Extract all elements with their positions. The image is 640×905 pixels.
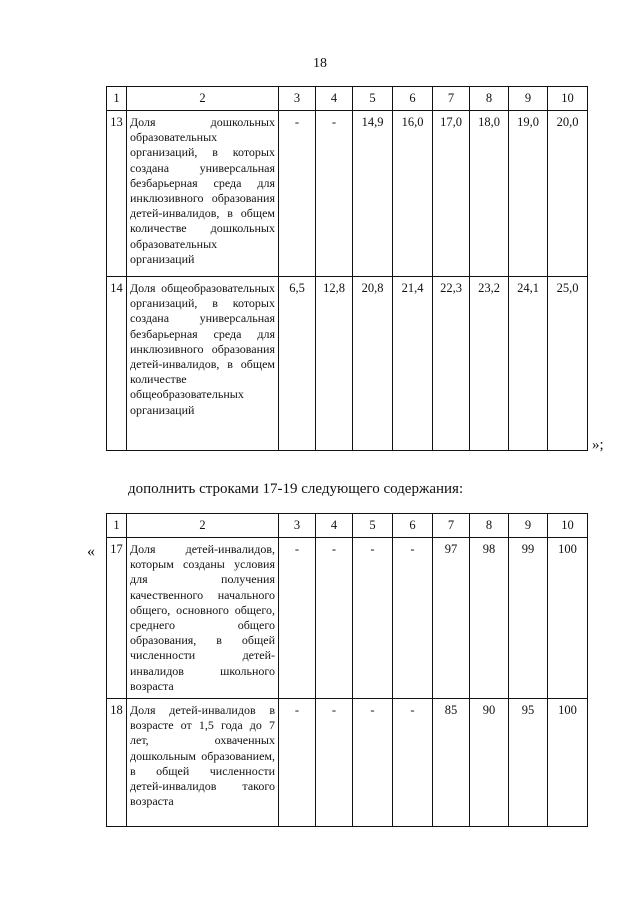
row-value: 100 bbox=[548, 538, 588, 699]
row-value: 98 bbox=[470, 538, 509, 699]
table-row bbox=[107, 277, 588, 451]
column-header: 9 bbox=[509, 87, 548, 111]
table-row bbox=[107, 699, 588, 827]
row-value: - bbox=[353, 699, 393, 827]
opening-quote: « bbox=[87, 543, 95, 560]
row-description: Доля детей-инвалидов в возрасте от 1,5 года до 7 лет, охваченных дошкольным образованием, в общей численности детей-инвалидов такого возраста bbox=[127, 699, 279, 827]
row-value: 22,3 bbox=[433, 277, 470, 451]
column-header: 1 bbox=[107, 87, 127, 111]
row-value: 19,0 bbox=[509, 111, 548, 277]
row-value: 99 bbox=[509, 538, 548, 699]
amendment-paragraph: дополнить строками 17-19 следующего содержания: bbox=[128, 481, 464, 497]
column-header: 4 bbox=[316, 514, 353, 538]
closing-quote: »; bbox=[592, 437, 604, 453]
row-value: 6,5 bbox=[279, 277, 316, 451]
row-number: 14 bbox=[107, 277, 127, 451]
row-description: Доля дошкольных образовательных организаций, в которых создана универсальная безбарьерная среда для инклюзивного образования детей-инвалидов, в общем количестве дошкольных образовательных организаций bbox=[127, 111, 279, 277]
row-value: - bbox=[316, 699, 353, 827]
row-value: - bbox=[393, 538, 433, 699]
row-value: 97 bbox=[433, 538, 470, 699]
column-header: 4 bbox=[316, 87, 353, 111]
column-header: 9 bbox=[509, 514, 548, 538]
row-value: 23,2 bbox=[470, 277, 509, 451]
column-header: 10 bbox=[548, 514, 588, 538]
row-value: 25,0 bbox=[548, 277, 588, 451]
column-header: 3 bbox=[279, 87, 316, 111]
indicator-table-2 bbox=[106, 513, 588, 827]
row-description: Доля детей-инвалидов, которым созданы условия для получения качественного начального общего, основного общего, среднего общего образования, в общей численности детей-инвалидов школьного возраста bbox=[127, 538, 279, 699]
table-header-row bbox=[107, 87, 588, 111]
row-value: - bbox=[279, 699, 316, 827]
page-number: 18 bbox=[313, 56, 327, 71]
row-value: 21,4 bbox=[393, 277, 433, 451]
row-value: - bbox=[316, 111, 353, 277]
column-header: 2 bbox=[127, 87, 279, 111]
row-value: 90 bbox=[470, 699, 509, 827]
column-header: 1 bbox=[107, 514, 127, 538]
row-value: 95 bbox=[509, 699, 548, 827]
column-header: 8 bbox=[470, 87, 509, 111]
column-header: 5 bbox=[353, 514, 393, 538]
row-value: - bbox=[279, 538, 316, 699]
column-header: 5 bbox=[353, 87, 393, 111]
table-row bbox=[107, 111, 588, 277]
row-value: - bbox=[279, 111, 316, 277]
row-value: 14,9 bbox=[353, 111, 393, 277]
row-value: 16,0 bbox=[393, 111, 433, 277]
column-header: 6 bbox=[393, 87, 433, 111]
row-value: 85 bbox=[433, 699, 470, 827]
row-number: 18 bbox=[107, 699, 127, 827]
table-header-row bbox=[107, 514, 588, 538]
table-row bbox=[107, 538, 588, 699]
row-value: - bbox=[393, 699, 433, 827]
row-description: Доля общеобразовательных организаций, в которых создана универсальная безбарьерная среда для инклюзивного образования детей-инвалидов, в общем количестве общеобразовательных организаций bbox=[127, 277, 279, 451]
row-value: 17,0 bbox=[433, 111, 470, 277]
row-value: 12,8 bbox=[316, 277, 353, 451]
column-header: 6 bbox=[393, 514, 433, 538]
row-value: - bbox=[353, 538, 393, 699]
row-value: 20,0 bbox=[548, 111, 588, 277]
row-value: 20,8 bbox=[353, 277, 393, 451]
column-header: 3 bbox=[279, 514, 316, 538]
column-header: 7 bbox=[433, 87, 470, 111]
row-value: - bbox=[316, 538, 353, 699]
column-header: 8 bbox=[470, 514, 509, 538]
row-value: 100 bbox=[548, 699, 588, 827]
indicator-table-1 bbox=[106, 86, 588, 451]
column-header: 10 bbox=[548, 87, 588, 111]
row-value: 24,1 bbox=[509, 277, 548, 451]
row-value: 18,0 bbox=[470, 111, 509, 277]
column-header: 2 bbox=[127, 514, 279, 538]
row-number: 13 bbox=[107, 111, 127, 277]
column-header: 7 bbox=[433, 514, 470, 538]
row-number: 17 bbox=[107, 538, 127, 699]
